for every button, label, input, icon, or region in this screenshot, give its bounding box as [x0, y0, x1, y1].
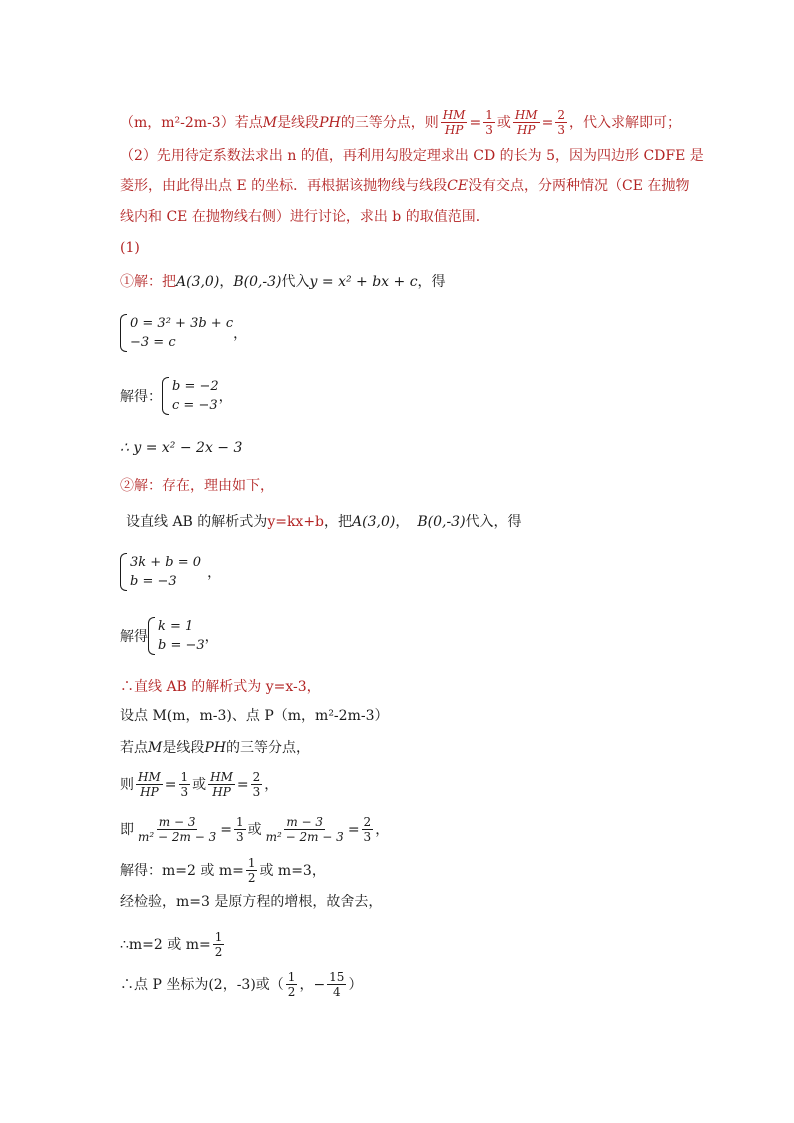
- fraction-numerator: HM: [514, 108, 538, 122]
- equation-system-3: [120, 553, 221, 591]
- minus-sign: −: [313, 976, 326, 993]
- fraction-m-expression: [264, 815, 346, 844]
- final-m-values: [120, 930, 694, 959]
- fraction-one-half: [286, 970, 298, 999]
- fraction-numerator: 1: [485, 108, 493, 122]
- text-segment: 是线段: [162, 740, 205, 756]
- text-segment: ，: [395, 514, 410, 530]
- equation-system-1: [120, 314, 247, 352]
- text-segment: 则: [120, 776, 134, 793]
- analysis-line-3: [120, 176, 694, 196]
- solution-step-2: ②解：存在，理由如下，: [120, 478, 274, 494]
- text-segment: ，: [219, 274, 234, 290]
- fraction-numerator: m − 3: [158, 815, 196, 829]
- text-segment: ，: [218, 389, 233, 405]
- text-segment: 设直线 AB 的解析式为: [126, 514, 268, 530]
- equation-system-4: [120, 617, 219, 655]
- fraction-numerator: m − 3: [286, 815, 324, 829]
- fraction-denominator: 3: [557, 123, 565, 137]
- system-row: 3k + b = 0: [130, 555, 202, 570]
- fraction-hm-hp: [208, 770, 235, 799]
- solve-label: 解得：: [120, 389, 162, 405]
- equals-sign: =: [347, 821, 360, 838]
- system-brace-group: [148, 617, 205, 655]
- verification-note: 经检验，m=3 是原方程的增根，故舍去，: [120, 894, 383, 910]
- fraction-numerator: 2: [557, 108, 565, 122]
- fraction-denominator: 2: [247, 871, 256, 885]
- text-segment: ∴m=2 或 m=: [120, 936, 211, 953]
- fraction-one-half: [246, 856, 258, 885]
- point-a: A(3,0): [352, 514, 396, 530]
- equation-system-2: [120, 377, 233, 415]
- equals-sign: =: [469, 114, 482, 131]
- part-label: (1): [120, 240, 140, 256]
- text-segment: 代入: [281, 274, 310, 290]
- system-row: k = 1: [158, 619, 194, 634]
- text-segment: ，: [264, 776, 279, 793]
- text-segment: 或: [247, 821, 262, 838]
- fraction-hm-hp: [513, 108, 540, 137]
- fraction-denominator: 2: [287, 985, 296, 999]
- segment-ph: PH: [204, 740, 226, 756]
- line-equation: y=kx+b: [267, 514, 325, 530]
- text-segment: 的三等分点，则: [340, 114, 439, 131]
- point-a: A(3,0): [176, 274, 220, 290]
- fraction-numerator: HM: [442, 108, 466, 122]
- text-segment: 或: [192, 776, 207, 793]
- trisection-condition: [120, 738, 694, 758]
- segment-ph: PH: [319, 114, 341, 131]
- analysis-line-1: [120, 108, 694, 137]
- text-segment: 是线段: [277, 114, 320, 131]
- step-label: ①解：把: [120, 274, 176, 290]
- fraction-numerator: 1: [235, 815, 244, 829]
- analysis-line-2: （2）先用待定系数法求出 n 的值，再利用勾股定理求出 CD 的长为 5，因为四边形 CDFE 是: [120, 148, 704, 164]
- text-segment: ∴点 P 坐标为(2，-3)或（: [120, 976, 284, 993]
- fraction-denominator: 3: [180, 785, 189, 799]
- substituted-equation: [120, 815, 694, 844]
- text-segment: 的三等分点，: [225, 740, 310, 756]
- equals-sign: =: [541, 114, 554, 131]
- fraction-denominator: m² − 2m − 3: [265, 830, 344, 844]
- system-row: b = −2: [172, 379, 219, 394]
- equals-sign: =: [236, 776, 249, 793]
- analysis-line-4: 线内和 CE 在抛物线右侧）进行讨论，求出 b 的取值范围．: [120, 209, 490, 225]
- fraction-denominator: 3: [363, 830, 372, 844]
- text-segment: 没有交点，分两种情况（CE 在抛物: [468, 178, 690, 194]
- fraction-numerator: HM: [138, 770, 161, 784]
- fraction-denominator: 3: [252, 785, 261, 799]
- fraction-denominator: 4: [332, 985, 341, 999]
- fraction-numerator: 1: [247, 856, 256, 870]
- fraction-one-third: [234, 815, 246, 844]
- text-segment: 或 m=3，: [259, 862, 326, 879]
- final-point-p: [120, 970, 694, 999]
- fraction-m-expression: [136, 815, 218, 844]
- segment-ce: CE: [447, 178, 469, 194]
- text-segment: ，把: [324, 514, 353, 530]
- fraction-numerator: 1: [180, 770, 189, 784]
- left-brace: [148, 617, 155, 655]
- text-segment: （m，m²-2m-3）若点: [120, 114, 263, 131]
- text-segment: ，: [299, 976, 314, 993]
- left-brace: [162, 377, 169, 415]
- line-ab-setup: [126, 512, 694, 532]
- text-segment: ，代入求解即可；: [568, 114, 681, 131]
- fraction-two-thirds: [362, 815, 374, 844]
- ratio-equation: [120, 770, 694, 799]
- system-row: b = −3: [158, 638, 205, 653]
- fraction-hm-hp: [441, 108, 468, 137]
- fraction-one-third: [179, 770, 191, 799]
- text-segment: 即: [120, 821, 134, 838]
- text-segment: 解得：m=2 或 m=: [120, 862, 244, 879]
- fraction-denominator: 3: [235, 830, 244, 844]
- equals-sign: =: [164, 776, 177, 793]
- system-row: −3 = c: [130, 335, 176, 350]
- fraction-one-half: [213, 930, 225, 959]
- system-brace-group: [120, 553, 201, 591]
- point-m: M: [148, 740, 163, 756]
- fraction-two-thirds: [555, 108, 567, 137]
- text-segment: ，: [204, 629, 219, 645]
- text-segment: ，得: [417, 274, 446, 290]
- fraction-numerator: 15: [329, 970, 345, 984]
- solve-label: 解得: [120, 629, 148, 645]
- fraction-numerator: 2: [252, 770, 261, 784]
- fraction-numerator: HM: [210, 770, 233, 784]
- line-ab-result: ∴直线 AB 的解析式为 y=x-3，: [120, 679, 321, 695]
- fraction-numerator: 1: [287, 970, 296, 984]
- text-segment: ，: [207, 565, 222, 581]
- text-segment: 菱形，由此得出点 E 的坐标．再根据该抛物线与线段: [120, 178, 448, 194]
- left-brace: [120, 553, 127, 591]
- text-segment: 或: [496, 114, 511, 131]
- fraction-fifteen-quarters: [327, 970, 346, 999]
- fraction-denominator: m² − 2m − 3: [138, 830, 217, 844]
- left-brace: [120, 314, 127, 352]
- fraction-one-third: [483, 108, 495, 137]
- system-row: c = −3: [172, 398, 218, 413]
- fraction-denominator: 3: [485, 123, 493, 137]
- text-segment: ，: [375, 821, 390, 838]
- fraction-two-thirds: [251, 770, 263, 799]
- fraction-denominator: HP: [444, 123, 464, 137]
- fraction-denominator: 2: [214, 945, 223, 959]
- point-b: B(0,-3): [233, 274, 282, 290]
- system-row: b = −3: [130, 574, 177, 589]
- text-segment: ，: [233, 326, 248, 342]
- fraction-numerator: 2: [363, 815, 372, 829]
- fraction-numerator: 1: [214, 930, 223, 944]
- fraction-denominator: HP: [212, 785, 231, 799]
- system-brace-group: [162, 377, 219, 415]
- parabola-equation: y = x² + bx + c: [309, 274, 418, 290]
- parabola-result: ∴ y = x² − 2x − 3: [120, 440, 243, 456]
- text-segment: 若点: [120, 740, 148, 756]
- system-brace-group: [120, 314, 233, 352]
- fraction-denominator: HP: [516, 123, 536, 137]
- solutions-m: [120, 856, 694, 885]
- text-segment: ）: [348, 976, 363, 993]
- fraction-hm-hp: [136, 770, 163, 799]
- fraction-denominator: HP: [140, 785, 159, 799]
- point-m: M: [262, 114, 278, 131]
- points-setup: 设点 M(m，m-3)、点 P（m，m²-2m-3）: [120, 708, 389, 724]
- text-segment: 代入，得: [465, 514, 522, 530]
- solution-step-1: [120, 272, 694, 292]
- system-row: 0 = 3² + 3b + c: [130, 316, 234, 331]
- equals-sign: =: [220, 821, 232, 838]
- point-b: B(0,-3): [417, 514, 466, 530]
